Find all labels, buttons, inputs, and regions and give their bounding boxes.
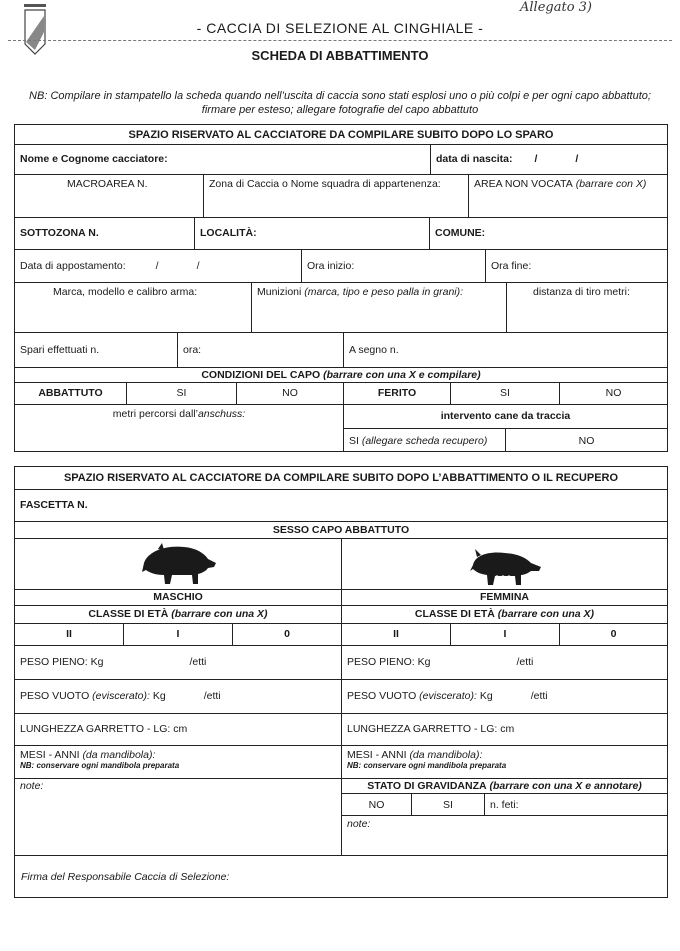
ora-label: ora: <box>183 343 202 356</box>
ferito-no-checkbox[interactable]: NO <box>605 387 622 399</box>
spari-field[interactable] <box>15 332 178 367</box>
abbattuto-no-checkbox[interactable]: NO <box>237 382 344 404</box>
mandibola-note: NB: conservare ogni mandibola preparata <box>20 761 180 770</box>
femmina-label: FEMMINA <box>480 591 529 603</box>
cane-si-checkbox[interactable] <box>344 429 506 452</box>
condizioni-note: (barrare con una X e compilare) <box>323 368 481 381</box>
localita-field[interactable] <box>195 217 430 249</box>
section2-title: SPAZIO RISERVATO AL CACCIATORE DA COMPILARE SUBITO DOPO L’ABBATTIMENTO O IL RECUPERO <box>63 472 619 484</box>
femmina-note-field[interactable] <box>342 816 667 856</box>
macroarea-field[interactable] <box>15 174 204 217</box>
condizioni-heading <box>15 367 667 382</box>
sesso-heading: SESSO CAPO ABBATTUTO <box>272 523 410 536</box>
page-subtitle: SCHEDA DI ABBATTIMENTO <box>251 48 429 63</box>
peso-vuoto-label: PESO VUOTO <box>20 690 90 702</box>
peso-vuoto-note: (eviscerato): <box>419 690 477 702</box>
lunghezza-label: LUNGHEZZA GARRETTO - LG: cm <box>347 723 515 735</box>
cane-traccia-label: intervento cane da traccia <box>344 404 667 429</box>
localita-label: LOCALITÀ: <box>200 227 257 239</box>
maschio-classe-0[interactable]: 0 <box>233 623 342 645</box>
ora-fine-label: Ora fine: <box>491 259 532 272</box>
distanza-field[interactable] <box>507 282 667 332</box>
data-appostamento-field[interactable] <box>15 249 302 282</box>
femmina-peso-pieno-field[interactable] <box>342 645 667 679</box>
firma-field[interactable] <box>15 856 667 898</box>
classe-eta-femmina <box>342 605 667 623</box>
abbattuto-si-checkbox[interactable]: SI <box>127 382 237 404</box>
sottozona-label: SOTTOZONA N. <box>20 227 99 239</box>
spari-label: Spari effettuati n. <box>20 343 100 356</box>
section-recovery <box>14 466 668 898</box>
maschio-classe-I[interactable]: I <box>124 623 233 645</box>
femmina-classe-II[interactable]: II <box>342 623 451 645</box>
classe-label: CLASSE DI ETÀ <box>414 608 495 620</box>
feti-label: n. feti: <box>490 798 519 811</box>
gravidanza-label: STATO DI GRAVIDANZA <box>367 779 487 792</box>
maschio-peso-vuoto-field[interactable] <box>15 679 342 713</box>
data-appostamento-label: Data di appostamento: <box>20 259 126 272</box>
femmina-peso-vuoto-field[interactable] <box>342 679 667 713</box>
femmina-lunghezza-field[interactable] <box>342 713 667 745</box>
anschuss-label: anschuss: <box>197 408 246 420</box>
ora-sparo-field[interactable] <box>178 332 344 367</box>
mesi-note: (da mandibola): <box>409 749 483 761</box>
gravidanza-note: (barrare con una X e annotare) <box>489 779 642 792</box>
comune-field[interactable] <box>430 217 667 249</box>
fascetta-label: FASCETTA N. <box>20 499 88 511</box>
hunter-name-label: Nome e Cognome cacciatore: <box>20 153 168 165</box>
etti-label: /etti <box>189 656 207 668</box>
page-title: - CACCIA DI SELEZIONE AL CINGHIALE - <box>196 20 484 36</box>
date-slash: / <box>155 259 159 272</box>
cane-si-note: (allegare scheda recupero) <box>361 434 488 447</box>
area-nv-note: (barrare con X) <box>575 178 647 190</box>
classe-note: (barrare con una X) <box>171 608 268 620</box>
abbattuto-label: ABBATTUTO <box>15 382 127 404</box>
lunghezza-label: LUNGHEZZA GARRETTO - LG: cm <box>20 723 188 735</box>
arma-label: Marca, modello e calibro arma: <box>53 286 198 298</box>
section-shot <box>14 124 668 452</box>
ora-inizio-field[interactable] <box>302 249 486 282</box>
condizioni-label: CONDIZIONI DEL CAPO <box>201 368 321 381</box>
ferito-si-checkbox[interactable]: SI <box>451 382 560 404</box>
mandibola-note: NB: conservare ogni mandibola preparata <box>347 761 507 770</box>
etti-label: /etti <box>203 690 221 702</box>
comune-label: COMUNE: <box>435 227 486 239</box>
mesi-label: MESI - ANNI <box>20 749 80 761</box>
birth-date-field[interactable] <box>431 144 667 174</box>
note-label: note: <box>347 818 371 830</box>
note-label: note: <box>20 780 44 792</box>
kg-label: Kg <box>479 690 493 702</box>
peso-pieno-label: PESO PIENO: Kg <box>20 656 104 668</box>
gravidanza-si-checkbox[interactable]: SI <box>412 794 485 816</box>
distanza-label: distanza di tiro metri: <box>533 286 630 298</box>
munizioni-field[interactable] <box>252 282 507 332</box>
maschio-lunghezza-field[interactable] <box>15 713 342 745</box>
etti-label: /etti <box>516 656 534 668</box>
sow-icon <box>465 541 545 587</box>
boar-icon <box>138 541 218 587</box>
femmina-image-cell[interactable] <box>342 538 667 589</box>
mesi-label: MESI - ANNI <box>347 749 407 761</box>
arma-field[interactable] <box>15 282 252 332</box>
munizioni-label: Munizioni <box>257 286 302 298</box>
date-slash: / <box>196 259 200 272</box>
area-non-vocata-field[interactable] <box>469 174 667 217</box>
a-segno-label: A segno n. <box>349 343 399 356</box>
cane-si-label: SI <box>349 434 359 447</box>
cane-no-checkbox[interactable]: NO <box>578 434 595 447</box>
metri-label: metri percorsi dall’ <box>112 408 198 420</box>
femmina-mesi-field[interactable] <box>342 745 667 778</box>
handwritten-note: Allegato 3) <box>520 0 592 15</box>
zona-field[interactable] <box>204 174 469 217</box>
peso-vuoto-note: (eviscerato): <box>92 690 150 702</box>
kg-label: Kg <box>152 690 166 702</box>
gravidanza-heading <box>342 778 667 794</box>
fascetta-field[interactable] <box>15 489 667 521</box>
peso-pieno-label: PESO PIENO: Kg <box>347 656 431 668</box>
ferito-label: FERITO <box>344 382 451 404</box>
ora-inizio-label: Ora inizio: <box>307 259 355 272</box>
section1-title: SPAZIO RISERVATO AL CACCIATORE DA COMPILARE SUBITO DOPO LO SPARO <box>128 128 554 141</box>
classe-label: CLASSE DI ETÀ <box>88 608 169 620</box>
header-divider <box>8 40 672 41</box>
maschio-classe-II[interactable]: II <box>15 623 124 645</box>
birth-date-label: data di nascita: <box>436 153 513 165</box>
firma-label: Firma del Responsabile Caccia di Selezione: <box>21 871 230 883</box>
maschio-image-cell[interactable] <box>15 538 342 589</box>
area-nv-label: AREA NON VOCATA <box>474 178 573 190</box>
peso-vuoto-label: PESO VUOTO <box>347 690 417 702</box>
sottozona-field[interactable] <box>15 217 195 249</box>
maschio-note-field[interactable] <box>15 778 342 856</box>
femmina-classe-0[interactable]: 0 <box>610 628 617 640</box>
etti-label: /etti <box>530 690 548 702</box>
gravidanza-no-checkbox[interactable]: NO <box>342 794 412 816</box>
classe-eta-maschio <box>15 605 342 623</box>
classe-note: (barrare con una X) <box>497 608 595 620</box>
a-segno-field[interactable] <box>344 332 667 367</box>
ora-fine-field[interactable] <box>486 249 667 282</box>
metri-percorsi-field[interactable] <box>15 404 344 452</box>
maschio-peso-pieno-field[interactable] <box>15 645 342 679</box>
feti-field[interactable] <box>485 794 667 816</box>
macroarea-label: MACROAREA N. <box>67 178 148 190</box>
date-slash: / <box>575 153 579 165</box>
hunter-name-field[interactable] <box>15 144 431 174</box>
instructions-note: NB: Compilare in stampatello la scheda quando nell’uscita di caccia sono stati esplosi uno o più colpi e per ogni capo abbattuto; firmare per esteso; allegare fotografie del capo abbattuto <box>29 90 651 116</box>
date-slash: / <box>534 153 538 165</box>
munizioni-note: (marca, tipo e peso palla in grani): <box>304 286 464 298</box>
maschio-label: MASCHIO <box>15 589 342 605</box>
mesi-note: (da mandibola): <box>82 749 156 761</box>
zona-label: Zona di Caccia o Nome squadra di appartenenza: <box>209 178 441 190</box>
femmina-classe-I[interactable]: I <box>451 623 560 645</box>
maschio-mesi-field[interactable] <box>15 745 342 778</box>
